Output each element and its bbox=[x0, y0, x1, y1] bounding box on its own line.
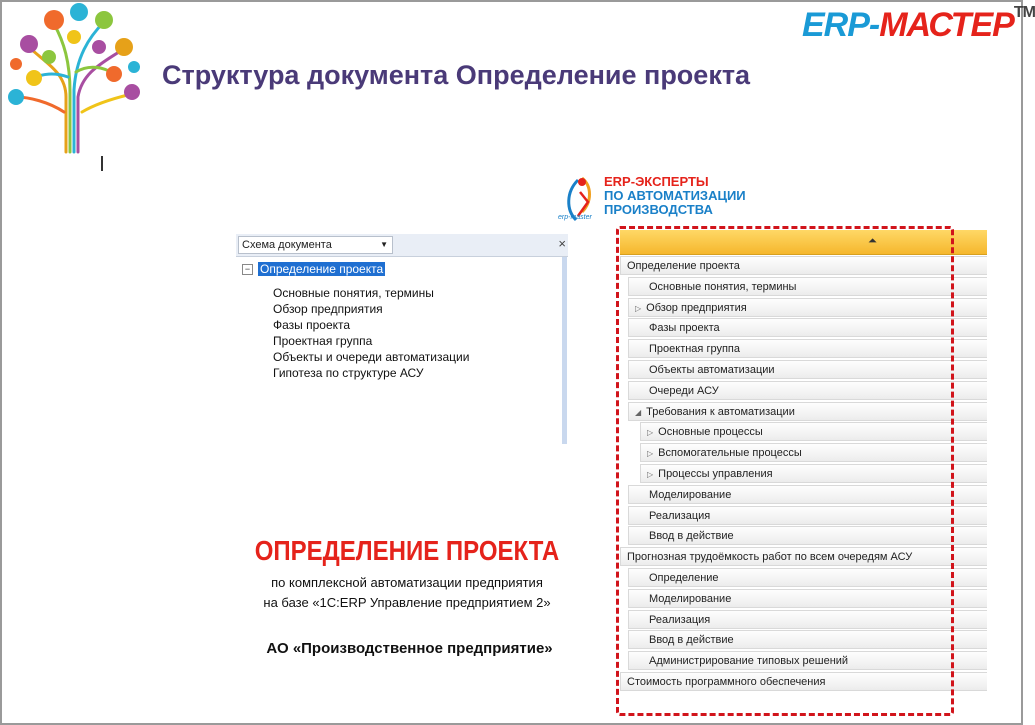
outline-item-label: Процессы управления bbox=[658, 468, 773, 480]
collapsed-triangle-icon[interactable]: ▷ bbox=[635, 303, 642, 313]
tree-root-item[interactable] bbox=[242, 262, 385, 276]
outline-item-label: Обзор предприятия bbox=[646, 301, 747, 314]
tree-child-item[interactable]: Основные понятия, термины bbox=[273, 286, 434, 300]
text-cursor bbox=[101, 156, 103, 171]
outline-item[interactable] bbox=[628, 381, 987, 400]
outline-item-label: Прогнозная трудоёмкость работ по всем очередям АСУ bbox=[627, 551, 913, 564]
outline-item[interactable] bbox=[628, 630, 987, 649]
tree-root-label: Определение проекта bbox=[260, 262, 384, 276]
outline-item[interactable] bbox=[620, 672, 987, 691]
erp-master-logo bbox=[802, 6, 1035, 45]
outline-item[interactable] bbox=[620, 256, 987, 275]
expert-line1b: ЭКСПЕРТЫ bbox=[635, 174, 709, 189]
trademark-mark: TM bbox=[1013, 4, 1035, 21]
outline-item[interactable] bbox=[640, 464, 987, 483]
document-map-header bbox=[236, 234, 568, 257]
brand-part1: ERP- bbox=[802, 6, 880, 44]
outline-item-label: Вспомогательные процессы bbox=[658, 447, 802, 460]
expert-line2: ПО АВТОМАТИЗАЦИИ bbox=[604, 188, 746, 203]
outline-item-label: Реализация bbox=[649, 509, 711, 522]
tree-child-item[interactable]: Гипотеза по структуре АСУ bbox=[273, 366, 424, 380]
slide-title: Структура документа Определение проекта bbox=[162, 60, 751, 90]
outline-item[interactable] bbox=[628, 318, 987, 337]
outline-item[interactable] bbox=[628, 651, 987, 670]
collapse-toggle-icon[interactable]: − bbox=[242, 264, 253, 275]
tree-child-item[interactable]: Проектная группа bbox=[273, 334, 373, 348]
tree-child-item[interactable]: Объекты и очереди автоматизации bbox=[273, 350, 470, 364]
document-map-dropdown[interactable] bbox=[238, 236, 393, 254]
expert-line3: ПРОИЗВОДСТВА bbox=[604, 202, 713, 217]
dropdown-value: Схема документа bbox=[242, 239, 332, 251]
cover-subtitle-1: по комплексной автоматизации предприятия bbox=[271, 575, 543, 590]
outline-item-label: Очереди АСУ bbox=[649, 384, 719, 397]
outline-item-label: Стоимость программного обеспечения bbox=[627, 676, 826, 688]
outline-item[interactable] bbox=[628, 360, 987, 379]
tree-logo-icon bbox=[4, 2, 144, 152]
outline-item[interactable] bbox=[628, 298, 987, 317]
expanded-triangle-icon[interactable]: ◢ bbox=[635, 407, 642, 417]
outline-item-label: Ввод в действие bbox=[649, 634, 734, 647]
outline-item-label: Моделирование bbox=[649, 592, 732, 605]
close-icon[interactable]: × bbox=[558, 236, 566, 251]
document-map-panel bbox=[236, 234, 568, 444]
outline-item[interactable] bbox=[640, 443, 987, 462]
outline-item-label: Объекты автоматизации bbox=[649, 364, 775, 376]
outline-item[interactable] bbox=[628, 568, 987, 587]
outline-item-label: Фазы проекта bbox=[649, 322, 720, 335]
tree-child-item[interactable]: Обзор предприятия bbox=[273, 302, 383, 316]
outline-item[interactable] bbox=[628, 526, 987, 545]
outline-item-label: Администрирование типовых решений bbox=[649, 655, 849, 668]
outline-item[interactable] bbox=[628, 610, 987, 629]
outline-item-label: Основные понятия, термины bbox=[649, 280, 797, 293]
outline-item[interactable] bbox=[628, 506, 987, 525]
expert-line1a: ERP- bbox=[604, 174, 636, 189]
outline-item-label: Ввод в действие bbox=[649, 530, 734, 543]
navigation-outline-panel bbox=[620, 230, 987, 690]
collapsed-triangle-icon[interactable]: ▷ bbox=[647, 428, 654, 438]
outline-item-label: Определение проекта bbox=[627, 260, 740, 272]
outline-header bbox=[620, 230, 987, 255]
outline-item-label: Проектная группа bbox=[649, 343, 740, 356]
outline-item[interactable] bbox=[620, 547, 987, 566]
outline-item-label: Основные процессы bbox=[658, 426, 763, 439]
erp-experts-logo-text bbox=[604, 175, 746, 217]
document-map-scrollbar[interactable] bbox=[562, 257, 567, 444]
tree-child-item[interactable]: Фазы проекта bbox=[273, 318, 351, 332]
collapsed-triangle-icon[interactable]: ▷ bbox=[647, 470, 654, 479]
outline-item-label: Требования к автоматизации bbox=[646, 405, 795, 418]
outline-item-label: Реализация bbox=[649, 613, 711, 626]
cover-title: ОПРЕДЕЛЕНИЕ ПРОЕКТА bbox=[254, 535, 560, 567]
outline-item[interactable] bbox=[628, 402, 987, 421]
cover-organization: АО «Производственное предприятие» bbox=[266, 640, 553, 657]
outline-item-label: Определение bbox=[649, 572, 719, 584]
cover-subtitle-2: на базе «1С:ERP Управление предприятием 2» bbox=[263, 595, 551, 610]
outline-item[interactable] bbox=[628, 339, 987, 358]
collapse-all-icon[interactable]: ⏶ bbox=[868, 235, 877, 247]
outline-item[interactable] bbox=[628, 485, 987, 504]
outline-item[interactable] bbox=[628, 589, 987, 608]
chevron-down-icon: ▼ bbox=[380, 240, 388, 249]
outline-item[interactable] bbox=[628, 277, 987, 296]
outline-item-label: Моделирование bbox=[649, 488, 732, 501]
brand-part2: МАСТЕР bbox=[879, 6, 1014, 44]
collapsed-triangle-icon[interactable]: ▷ bbox=[647, 449, 654, 459]
expert-caption: erp-master bbox=[558, 214, 592, 221]
outline-item[interactable] bbox=[640, 422, 987, 441]
